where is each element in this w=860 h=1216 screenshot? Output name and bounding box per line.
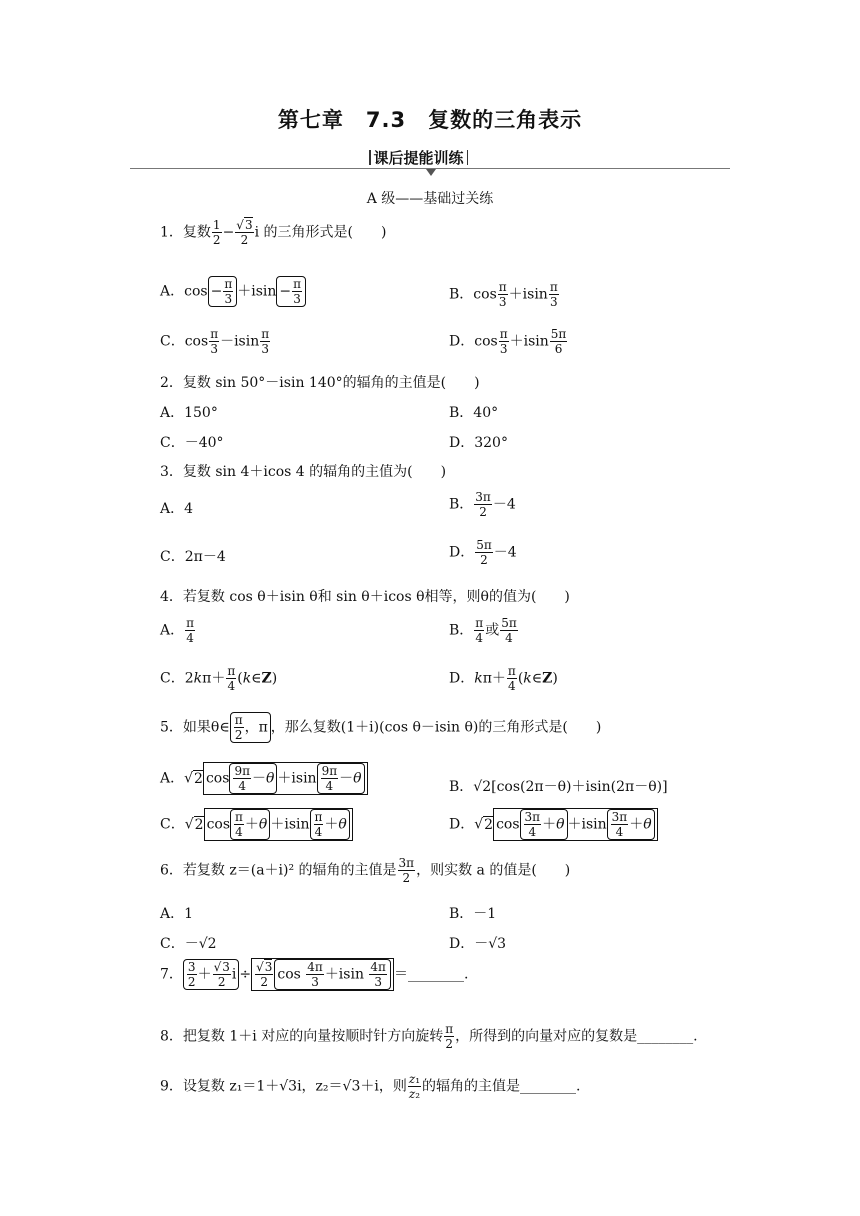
question-5-stem: 5．如果θ∈ $\frac{\pi}{2}$ ，π ，那么复数(1＋i)(cos θ－isin θ)的三角形式是( ) — [160, 713, 602, 742]
question-2-stem: 2．复数 sin 50°－isin 140°的辐角的主值是( ) — [160, 375, 480, 391]
question-5-option-b[interactable]: B．√2[cos(2π－θ)＋isin(2π－θ)] — [449, 779, 668, 795]
section-banner: 课后提能训练 — [366, 147, 471, 168]
question-4-stem: 4．若复数 cos θ＋isin θ和 sin θ＋icos θ相等，则θ的值为( ) — [160, 589, 570, 605]
question-9-stem: 9．设复数 z₁＝1＋√3i，z₂＝√3＋i，则 $\frac{\text{z₁}}{\text{z₂}}$ 的辐角的主值是________. — [160, 1072, 581, 1101]
question-2-option-a[interactable]: A．150° — [160, 405, 218, 421]
question-3-option-b[interactable]: B． $\frac{3\pi}{2}$ －4 — [449, 490, 516, 519]
question-5-option-d[interactable]: D．√2 cos $\frac{3\pi}{4}$ ＋θ ＋isin $\frac{3\pi}{4}$ ＋θ — [449, 808, 658, 841]
question-2-option-d[interactable]: D．320° — [449, 435, 508, 451]
question-6-option-c[interactable]: C．－√2 — [160, 936, 217, 952]
question-4-option-c[interactable]: C．2kπ＋ $\frac{\pi}{4}$ (k∈Z) — [160, 664, 278, 693]
question-7-stem: 7． $\frac{3}{2}$ ＋ $\frac{√3}{2}$ i ÷ $\frac{√3}{2}$ cos $\frac{4\pi}{3}$ ＋isin $\frac{4\pi}{3}$ ＝________. — [160, 960, 469, 989]
question-6-stem: 6．若复数 z＝(a＋i)² 的辐角的主值是 $\frac{3\pi}{2}$ ，则实数 a 的值是( ) — [160, 856, 571, 885]
question-4-option-d[interactable]: D．kπ＋ $\frac{\pi}{4}$ (k∈Z) — [449, 664, 558, 693]
question-2-option-c[interactable]: C．－40° — [160, 435, 224, 451]
question-8-stem: 8．把复数 1＋i 对应的向量按顺时针方向旋转 $\frac{\pi}{2}$ ，所得到的向量对应的复数是________. — [160, 1022, 698, 1051]
divider-marker-icon — [426, 169, 436, 176]
page-title: 第七章 7.3 复数的三角表示 — [277, 108, 583, 132]
question-6-option-d[interactable]: D．－√3 — [449, 936, 507, 952]
question-1-option-b[interactable]: B．cos $\frac{\pi}{3}$ ＋isin $\frac{\pi}{3}$ — [449, 280, 558, 309]
question-5-option-a[interactable]: A．√2 cos $\frac{9\pi}{4}$ －θ ＋isin $\frac{9\pi}{4}$ －θ — [160, 762, 368, 795]
question-5-option-c[interactable]: C．√2 cos $\frac{\pi}{4}$ ＋θ ＋isin $\frac{\pi}{4}$ ＋θ — [160, 808, 353, 841]
question-1-option-c[interactable]: C．cos $\frac{\pi}{3}$ －isin $\frac{\pi}{3}$ — [160, 327, 270, 356]
question-4-option-a[interactable]: A． $\frac{\pi}{4}$ — [160, 616, 195, 645]
question-2-option-b[interactable]: B．40° — [449, 405, 499, 421]
question-6-option-b[interactable]: B．－1 — [449, 906, 497, 922]
question-1-option-a[interactable]: A．cos − $\frac{\pi}{3}$ ＋isin − $\frac{\pi}{3}$ — [160, 276, 306, 307]
question-3-option-d[interactable]: D． $\frac{5\pi}{2}$ －4 — [449, 538, 517, 567]
question-4-option-b[interactable]: B． $\frac{\pi}{4}$ 或 $\frac{5\pi}{4}$ — [449, 616, 517, 645]
question-1-option-d[interactable]: D．cos $\frac{\pi}{3}$ ＋isin $\frac{5\pi}{6}$ — [449, 327, 567, 356]
question-3-option-c[interactable]: C．2π－4 — [160, 549, 226, 565]
question-1-stem: 1．复数 $\frac{1}{2}$ − $\frac{√3}{2}$ i 的三角形式是( ) — [160, 218, 387, 247]
question-6-option-a[interactable]: A．1 — [160, 906, 194, 922]
level-heading: A 级——基础过关练 — [366, 191, 494, 207]
question-3-stem: 3．复数 sin 4＋icos 4 的辐角的主值为( ) — [160, 464, 447, 480]
question-3-option-a[interactable]: A．4 — [160, 501, 194, 517]
